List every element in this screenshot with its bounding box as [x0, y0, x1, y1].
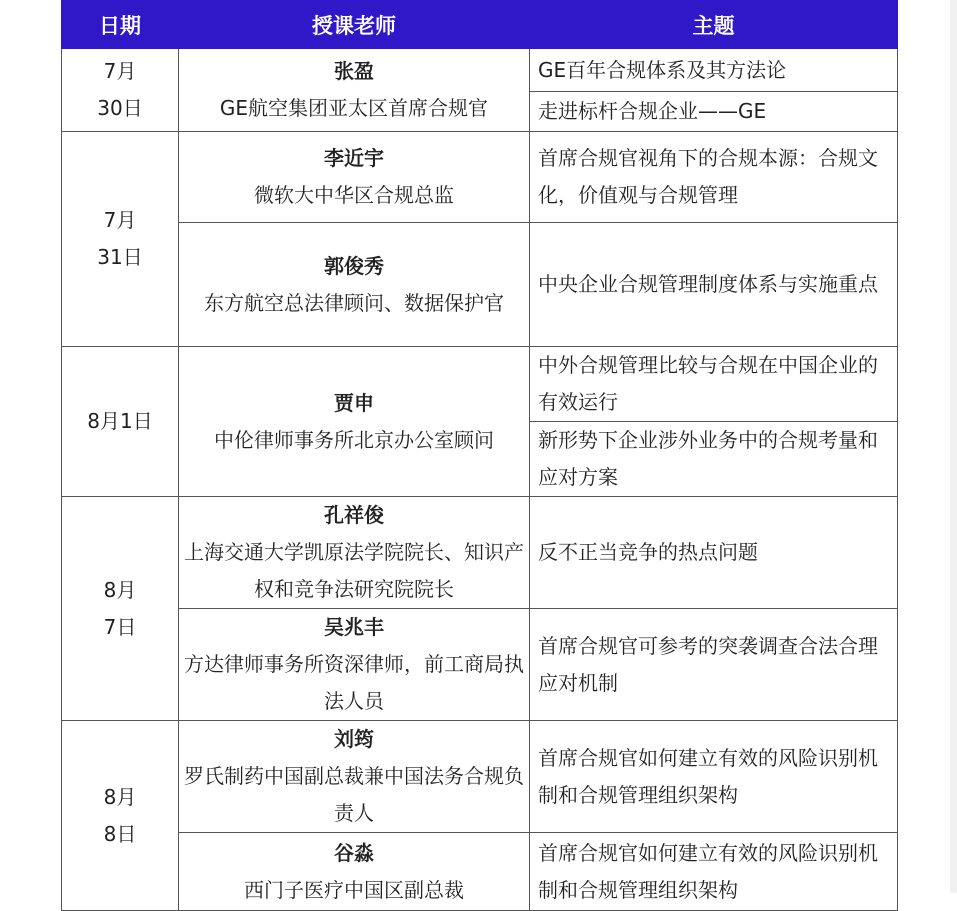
teacher-cell	[179, 833, 530, 911]
teacher-name: 吴兆丰	[324, 615, 384, 639]
header-date: 日期	[62, 0, 179, 49]
table-row	[62, 49, 898, 92]
topic-cell: 首席合规官可参考的突袭调查合法合理应对机制	[530, 609, 898, 721]
teacher-name: 孔祥俊	[324, 503, 384, 527]
topic-cell: 中央企业合规管理制度体系与实施重点	[530, 223, 898, 347]
table-row	[62, 721, 898, 833]
date-cell: 8月 8日	[62, 721, 179, 911]
date-cell: 7月 30日	[62, 49, 179, 132]
table-row	[62, 609, 898, 721]
teacher-name: 郭俊秀	[324, 253, 384, 278]
teacher-name: 张盈	[334, 59, 374, 83]
teacher-title: 上海交通大学凯原法学院院长、知识产权和竞争法研究院院长	[184, 540, 524, 601]
topic-cell: 反不正当竞争的热点问题	[530, 497, 898, 609]
teacher-cell	[179, 132, 530, 223]
teacher-title: 东方航空总法律顾问、数据保护官	[204, 290, 504, 315]
teacher-cell	[179, 497, 530, 609]
teacher-title: 方达律师事务所资深律师，前工商局执法人员	[184, 652, 524, 713]
teacher-name: 李近宇	[324, 146, 384, 170]
teacher-title: 微软大中华区合规总监	[254, 183, 454, 207]
teacher-name: 谷淼	[334, 840, 374, 865]
date-cell: 8月1日	[62, 347, 179, 497]
table-row	[62, 132, 898, 223]
topic-cell: 首席合规官如何建立有效的风险识别机制和合规管理组织架构	[530, 833, 898, 911]
table-row	[62, 833, 898, 911]
course-schedule-table	[61, 0, 898, 911]
teacher-title: 罗氏制药中国副总裁兼中国法务合规负责人	[184, 764, 524, 825]
topic-cell: 首席合规官视角下的合规本源：合规文化，价值观与合规管理	[530, 132, 898, 223]
topic-cell: GE百年合规体系及其方法论	[530, 49, 898, 92]
topic-cell: 中外合规管理比较与合规在中国企业的有效运行	[530, 347, 898, 422]
table-row	[62, 347, 898, 422]
teacher-name: 贾申	[334, 390, 374, 415]
topic-cell: 新形势下企业涉外业务中的合规考量和应对方案	[530, 422, 898, 497]
date-cell: 7月 31日	[62, 132, 179, 347]
teacher-title: GE航空集团亚太区首席合规官	[219, 96, 489, 120]
teacher-cell	[179, 347, 530, 497]
teacher-cell	[179, 49, 530, 132]
teacher-name: 刘筠	[334, 727, 374, 751]
table-row	[62, 497, 898, 609]
header-teacher: 授课老师	[179, 0, 530, 49]
teacher-title: 西门子医疗中国区副总裁	[244, 877, 464, 902]
table-row	[62, 223, 898, 347]
teacher-title: 中伦律师事务所北京办公室顾问	[214, 427, 494, 452]
date-cell: 8月 7日	[62, 497, 179, 721]
header-topic: 主题	[530, 0, 898, 49]
topic-cell: 走进标杆合规企业——GE	[530, 92, 898, 132]
page-scrollbar[interactable]	[950, 0, 957, 893]
teacher-cell	[179, 609, 530, 721]
table-header-row	[62, 0, 898, 49]
topic-cell: 首席合规官如何建立有效的风险识别机制和合规管理组织架构	[530, 721, 898, 833]
teacher-cell	[179, 223, 530, 347]
teacher-cell	[179, 721, 530, 833]
